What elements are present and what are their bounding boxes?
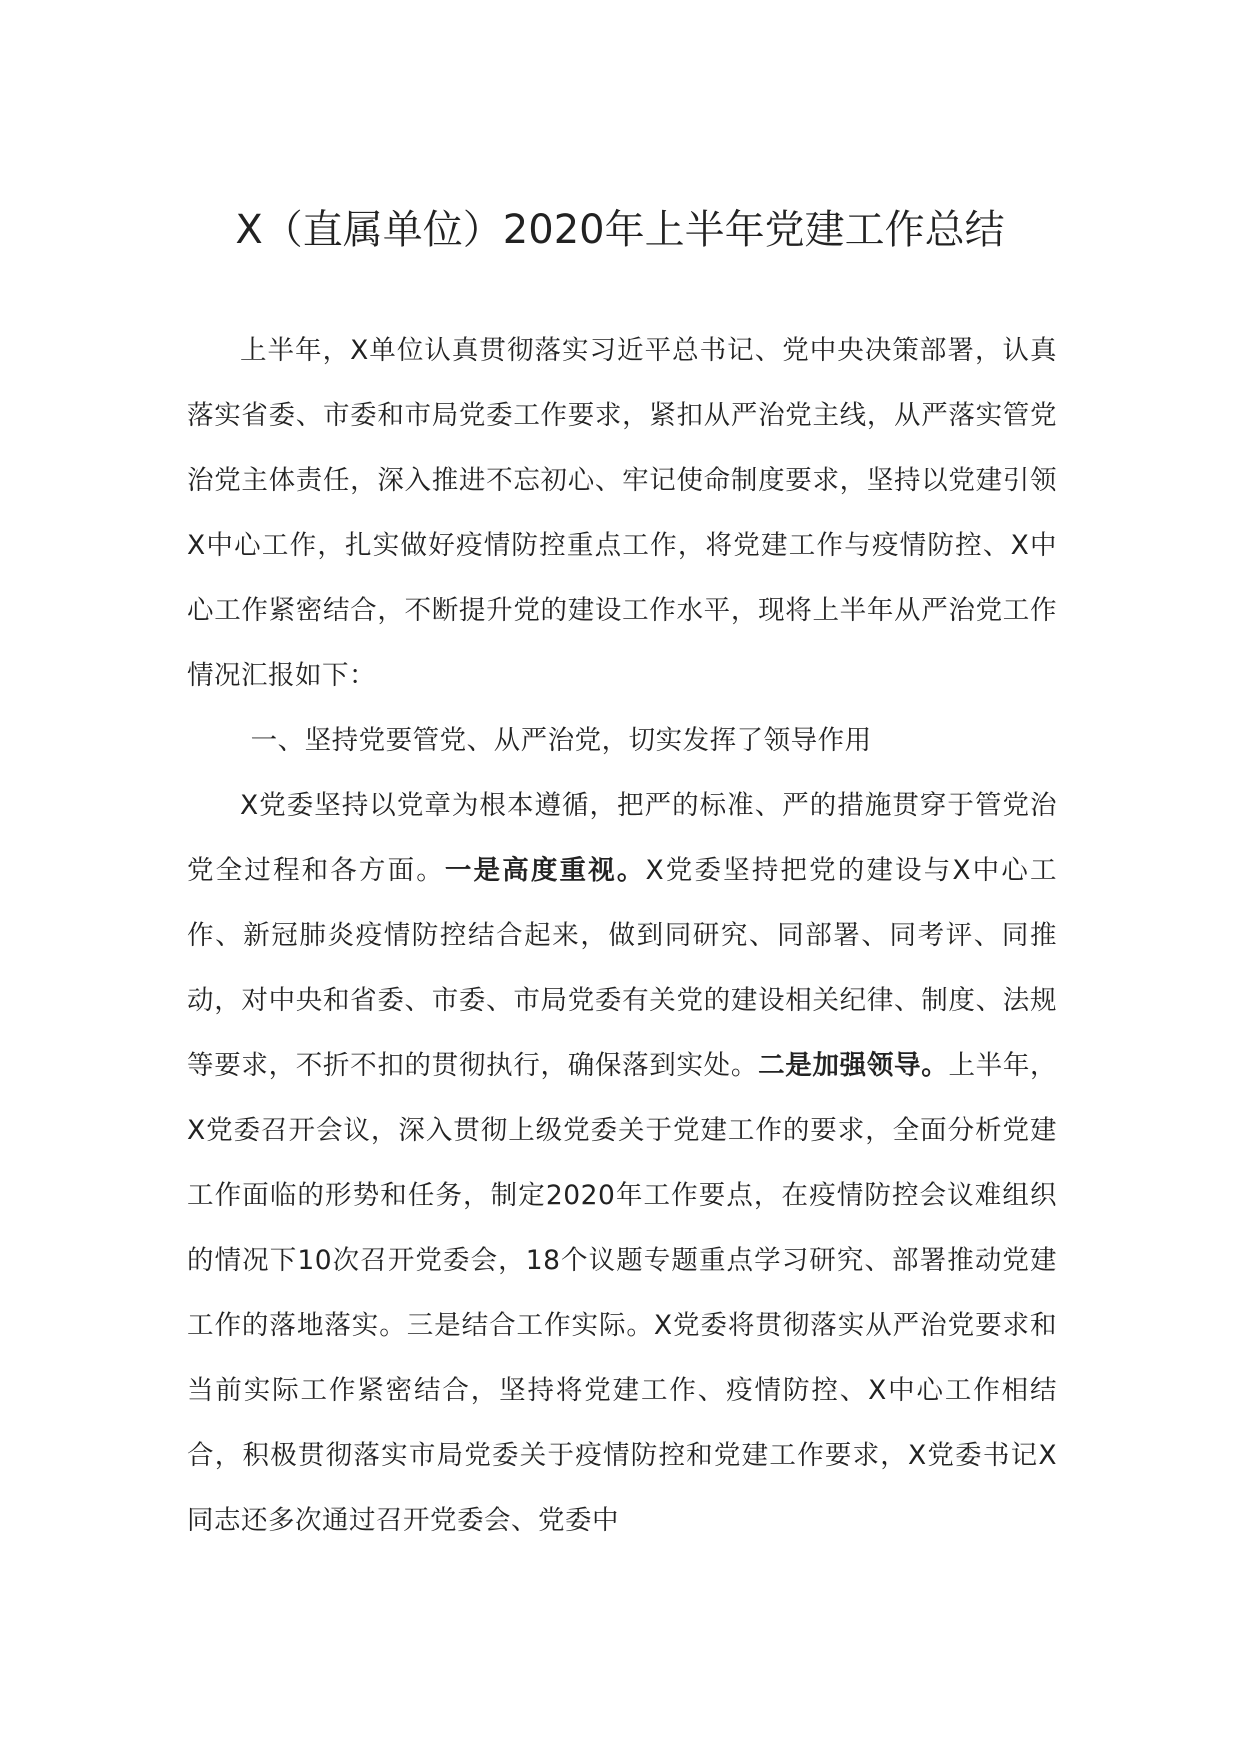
bold-point-1: 一是高度重视。 — [444, 855, 646, 886]
document-body — [187, 318, 1057, 1553]
section-paragraph — [187, 773, 1057, 1553]
intro-paragraph: 上半年，X单位认真贯彻落实习近平总书记、党中央决策部署，认真落实省委、市委和市局党委工作要求，紧扣从严治党主线，从严落实管党治党主体责任，深入推进不忘初心、牢记使命制度要求，坚持以党建引领X中心工作，扎实做好疫情防控重点工作，将党建工作与疫情防控、X中心工作紧密结合，不断提升党的建设工作水平，现将上半年从严治党工作情况汇报如下： — [187, 335, 1057, 691]
section-text-2: X党委坚持把党的建设与X中心工作、新冠肺炎疫情防控结合起来，做到同研究、同部署、同考评、同推动，对中央和省委、市委、市局党委有关党的建设相关纪律、制度、法规等要求，不折不扣的贯彻执行，确保落到实处。 — [187, 855, 1057, 1081]
section-text-1: X党委坚持以党章为根本遵循，把严的标准、严的措施贯穿于管党治党全过程和各方面。 — [187, 790, 1057, 886]
bold-point-2: 二是加强领导。 — [758, 1050, 949, 1081]
section-text-3: 上半年，X党委召开会议，深入贯彻上级党委关于党建工作的要求，全面分析党建工作面临的形势和任务，制定2020年工作要点，在疫情防控会议难组织的情况下10次召开党委会，18个议题专题重点学习研究、部署推动党建工作的落地落实。三是结合工作实际。X党委将贯彻落实从严治党要求和当前实际工作紧密结合，坚持将党建工作、疫情防控、X中心工作相结合，积极贯彻落实市局党委关于疫情防控和党建工作要求，X党委书记X同志还多次通过召开党委会、党委中 — [187, 1050, 1058, 1536]
section-heading: 一、坚持党要管党、从严治党，切实发挥了领导作用 — [250, 725, 872, 756]
document-title: X（直属单位）2020年上半年党建工作总结 — [235, 207, 1005, 253]
